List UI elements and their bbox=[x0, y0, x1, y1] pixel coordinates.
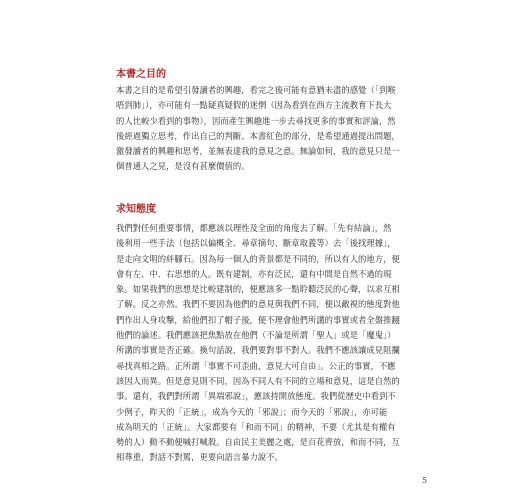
section-heading-attitude: 求知態度 bbox=[116, 204, 156, 215]
attitude-paragraph bbox=[116, 221, 416, 466]
paragraph-line: 的人比較少看到的事物），因而產生興趣進一步去尋找更多的事實和評論，然 bbox=[116, 115, 396, 126]
paragraph-line: 尋找真相之路。正所謂「事實不可歪曲，意見大可自由」。公正的事實，不應 bbox=[116, 360, 396, 371]
paragraph-line: 後經過獨立思考，作出自己的判斷。本書紅色的部分，是希望通過提出問題， bbox=[116, 130, 400, 141]
paragraph-line: 激發讀者的興趣和思考，並無表達我的意見之意。無論如何，我的意見只是一 bbox=[116, 146, 400, 157]
paragraph-line: 是走向文明的絆腳石。因為每一個人的背景都是不同的，所以有人的地方，便 bbox=[116, 253, 400, 264]
paragraph-line: 本書之目的是希望引發讀者的興趣，看完之後可能有意猶未盡的感覺（「到喉 bbox=[116, 85, 396, 95]
paragraph-line: 勢的人）動不動便喊打喊殺。自由民主美麗之處，是百花齊放，和而不同，互 bbox=[116, 437, 400, 448]
paragraph-line: 少例子，昨天的「正統」，成為今天的「邪說」；而今天的「邪說」，亦可能 bbox=[116, 406, 388, 417]
paragraph-line: 成為明天的「正統」。大家都要有「和而不同」的精神，不要（尤其是有權有 bbox=[116, 421, 396, 432]
page-number: 5 bbox=[422, 476, 428, 485]
paragraph-line: 象。如果我們的思想是比較建制的，便應該多一點聆聽泛民的心聲，以求互相 bbox=[116, 284, 400, 295]
paragraph-line: 唔到肺」），亦可能有一點疑真疑假的迷惘（因為看到在西方主流教育下長大 bbox=[116, 100, 392, 111]
paragraph-line: 他們的論述。我們應該把焦點放在他們（不論是所謂「聖人」或是「魔鬼」） bbox=[116, 330, 396, 341]
section-heading-purpose: 本書之目的 bbox=[116, 69, 166, 80]
paragraph-line: 相尊重，對話不對罵，更要向語言暴力說不。 bbox=[116, 452, 283, 463]
paragraph-line: 後利用一些手法（包括以偏概全、尋章摘句、斷章取義等）去「後找理據」， bbox=[116, 238, 396, 249]
paragraph-line: 了解。反之亦然。我們不要因為他們的意見與我們不同，便以敵視的態度對他 bbox=[116, 299, 400, 310]
paragraph-line: 們作出人身攻擊，給他們扣了帽子後，便不理會他們所講的事實或者全盤推翻 bbox=[116, 314, 400, 325]
purpose-paragraph bbox=[116, 83, 416, 175]
paragraph-line: 事。還有，我們對所謂「異端邪說」，應該持開放態度。我們從歷史中看到不 bbox=[116, 391, 396, 402]
paragraph-line: 該因人而異。但是意見則不同，因為不同人有不同的立場和意見，這是自然的 bbox=[116, 375, 400, 386]
paragraph-line: 會有左、中、右思想的人。既有建制，亦有泛民，還有中間是自然不過的現 bbox=[116, 268, 392, 279]
paragraph-line: 所講的事實是否正確。換句話說，我們要對事不對人。我們不應該讓成見阻攔 bbox=[116, 345, 400, 356]
paragraph-line: 個普通人之見，是沒有甚麼價值的。 bbox=[116, 161, 250, 172]
paragraph-line: 我們對任何重要事情，都應該以理性及全面的角度去了解。「先有結論」，然 bbox=[116, 223, 392, 233]
